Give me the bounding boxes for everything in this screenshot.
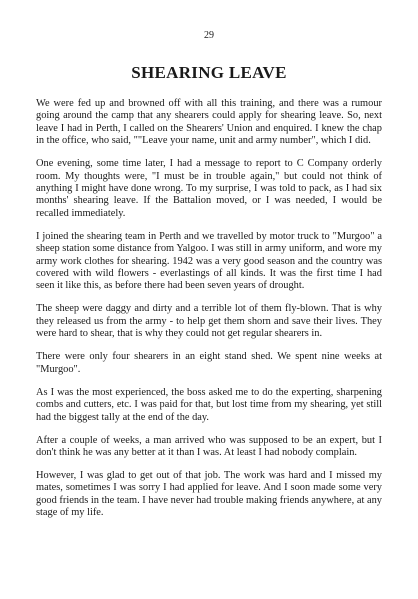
paragraph-6: As I was the most experienced, the boss asked me to do the experting, sharpening combs and cutters, etc. I was paid for that, but lost time from my shearing, yet still had the biggest tally at the end of the day. [36, 386, 382, 423]
page-number: 29 [204, 30, 214, 41]
paragraph-7: After a couple of weeks, a man arrived who was supposed to be an expert, but I don't think he was any better at it than I was. At least I had nobody complain. [36, 434, 382, 458]
paragraph-8: However, I was glad to get out of that job. The work was hard and I missed my mates, sometimes I was sorry I had applied for leave. And I soon made some very good friends in the team. I have never had trouble making friends anywhere, at any stage of my life. [36, 469, 382, 519]
paragraph-5: There were only four shearers in an eight stand shed. We spent nine weeks at "Murgoo". [36, 351, 382, 375]
paragraph-3: I joined the shearing team in Perth and we travelled by motor truck to "Murgoo" a sheep station some distance from Yalgoo. I was still in army uniform, and wore my army work clothes for shearing. 1942 was a very good season and the country was covered with wild flowers - everlastings of all kinds. It was the first time I had seen it like this, as before there had been seven years of drought. [36, 230, 382, 292]
body-text [36, 98, 382, 530]
chapter-title: SHEARING LEAVE [131, 63, 287, 82]
paragraph-2: One evening, some time later, I had a message to report to C Company orderly room. My thoughts were, "I must be in trouble again," but could not think of anything I might have done wrong. To my surprise, I was told to pack, as I had six months' shearing leave. If the Battalion moved, or I was needed, I would be recalled immediately. [36, 158, 382, 219]
paragraph-4: The sheep were daggy and dirty and a terrible lot of them fly-blown. That is why they released us from the army - to help get them shorn and save their lives. They were hard to shear, that is why they could not get regular shearers in. [36, 303, 382, 340]
paragraph-1: We were fed up and browned off with all this training, and there was a rumour going around the camp that any shearers could apply for shearing leave. So, next leave I had in Perth, I called on the Shearers' Union and enquired. I knew the chap in the office, who said, ""Leave your name, unit and army number", which I did. [36, 98, 382, 147]
